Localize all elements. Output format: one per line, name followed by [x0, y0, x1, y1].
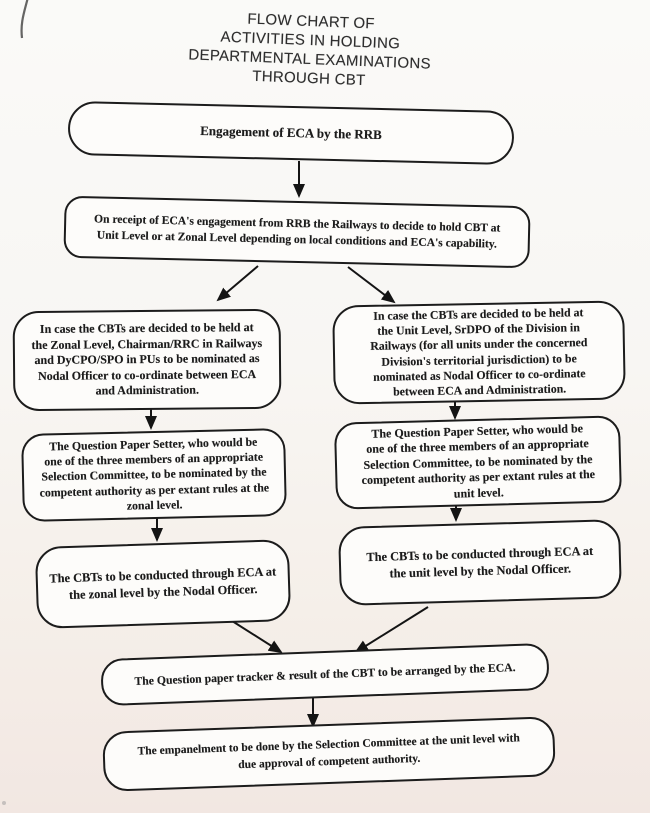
flow-node-zonal-question-paper-setter	[21, 428, 287, 522]
flow-node-text: In case the CBTs are decided to be held at the Zonal Level, Chairman/RRC in Railways and DyCPO/SPO in PUs to be nominated as Nodal Officer to co-ordinate between ECA and Administration.	[31, 320, 263, 398]
flow-node-unit-nodal-officer	[332, 300, 626, 404]
arrow-unit-cbt-to-tracker	[356, 607, 428, 652]
flow-node-text: The Question paper tracker & result of the CBT to be arranged by the ECA.	[134, 660, 516, 688]
flow-node-unit-question-paper-setter	[334, 415, 622, 509]
flow-node-text: The CBTs to be conducted through ECA at the zonal level by the Nodal Officer.	[49, 564, 277, 602]
flow-node-text: The empanelment to be done by the Selection Committee at the unit level with due approval of competent authority.	[137, 732, 520, 772]
flow-node-zonal-nodal-officer	[13, 309, 282, 411]
flow-node-text: The Question Paper Setter, who would be one of the three members of an appropriate Selection Committee, to be nominated by the competent authority as per extant rules at the unit level.	[361, 420, 596, 501]
flow-node-empanelment	[102, 716, 556, 792]
flow-node-eca-engagement	[67, 101, 514, 165]
arrow-zonal-cbt-to-tracker	[229, 619, 281, 652]
flow-node-decide-level	[63, 196, 530, 269]
arrow-decide-to-zonal	[218, 266, 258, 300]
flow-node-tracker-result	[100, 643, 549, 706]
flow-node-text: Engagement of ECA by the RRB	[200, 122, 382, 142]
flow-node-text: In case the CBTs are decided to be held at the Unit Level, SrDPO of the Division in Railways (for all units under the concerned Division's territorial jurisdiction) to be nominated as Nodal Officer to co-ordinate between ECA and Administration.	[370, 305, 588, 399]
flow-node-text: The CBTs to be conducted through ECA at the unit level by the Nodal Officer.	[366, 543, 594, 581]
flow-node-zonal-cbt-conduct	[35, 539, 291, 629]
arrow-decide-to-unit	[348, 267, 394, 302]
scan-artifact-mark	[22, 0, 28, 38]
page-title: FLOW CHART OF ACTIVITIES IN HOLDING DEPARTMENTAL EXAMINATIONS THROUGH CBT	[188, 10, 432, 90]
flow-node-unit-cbt-conduct	[338, 519, 622, 606]
scan-artifact-dot	[2, 801, 6, 805]
flow-node-text: On receipt of ECA's engagement from RRB the Railways to decide to hold CBT at Unit Level or at Zonal Level depending on local conditions and ECA's capability.	[93, 212, 501, 251]
flow-node-text: The Question Paper Setter, who would be one of the three members of an appropriate Selection Committee, to be nominated by the competent authority as per extant rules at the zonal level.	[39, 434, 270, 513]
